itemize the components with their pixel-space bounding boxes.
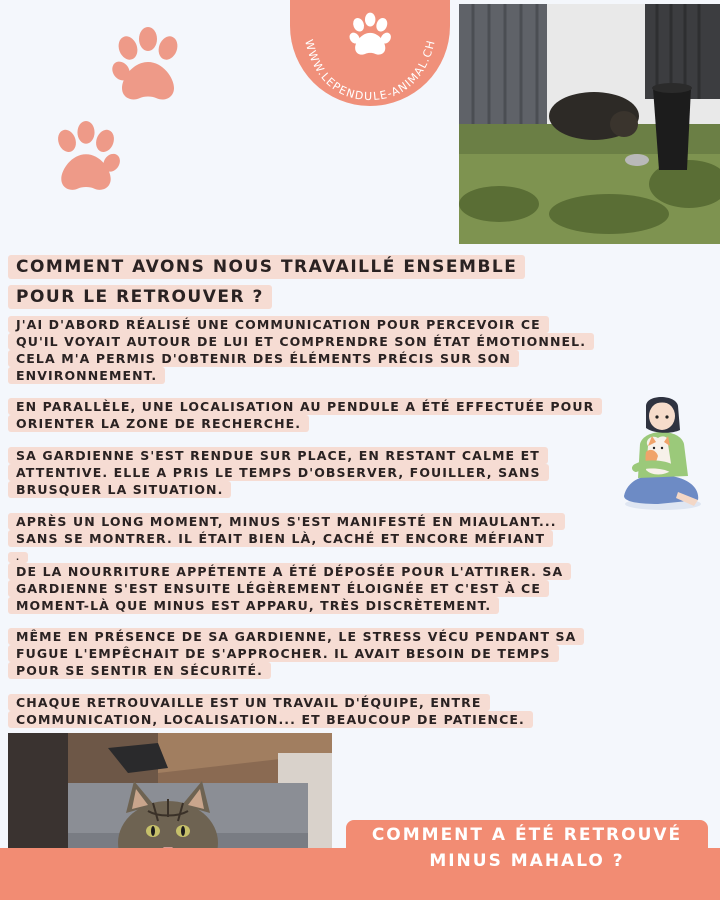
paragraph-line: . (8, 552, 28, 563)
heading-line: POUR LE RETROUVER ? (8, 285, 272, 309)
paragraph-line: ORIENTER LA ZONE DE RECHERCHE. (8, 415, 309, 432)
paragraph-line: ATTENTIVE. ELLE A PRIS LE TEMPS D'OBSERVER, FOUILLER, SANS (8, 464, 549, 481)
section-heading (8, 252, 525, 312)
girl-with-cat-illustration (618, 392, 708, 514)
paragraph-line: COMMUNICATION, LOCALISATION... ET BEAUCOUP DE PATIENCE. (8, 711, 533, 728)
website-badge[interactable] (290, 0, 450, 106)
paragraph (8, 398, 608, 432)
paragraph-line: DE LA NOURRITURE APPÉTENTE A ÉTÉ DÉPOSÉE POUR L'ATTIRER. SA (8, 563, 571, 580)
website-url[interactable]: WWW.LEPENDULE-ANIMAL.CH (302, 38, 438, 104)
paragraph (8, 563, 608, 614)
cta-line: COMMENT A ÉTÉ RETROUVÉ (371, 825, 683, 845)
paragraph (8, 316, 608, 384)
paragraph-line: GARDIENNE S'EST ENSUITE LÉGÈREMENT ÉLOIGNÉE ET C'EST À CE (8, 580, 549, 597)
paragraph (8, 513, 608, 564)
paragraph-line: CELA M'A PERMIS D'OBTENIR DES ÉLÉMENTS PRÉCIS SUR SON (8, 350, 519, 367)
paragraph-line: SA GARDIENNE S'EST RENDUE SUR PLACE, EN RESTANT CALME ET (8, 447, 548, 464)
cta-button[interactable] (346, 820, 708, 900)
paragraph (8, 694, 608, 728)
paragraph (8, 628, 608, 679)
paragraph-line: MOMENT-LÀ QUE MINUS EST APPARU, TRÈS DISCRÈTEMENT. (8, 597, 499, 614)
paragraph-line: POUR SE SENTIR EN SÉCURITÉ. (8, 662, 271, 679)
heading-line: COMMENT AVONS NOUS TRAVAILLÉ ENSEMBLE (8, 255, 525, 279)
paragraph-line: MÊME EN PRÉSENCE DE SA GARDIENNE, LE STRESS VÉCU PENDANT SA (8, 628, 584, 645)
paragraph-line: SANS SE MONTRER. IL ÉTAIT BIEN LÀ, CACHÉ ET ENCORE MÉFIANT (8, 530, 553, 547)
paragraph-line: FUGUE L'EMPÊCHAIT DE S'APPROCHER. IL AVAIT BESOIN DE TEMPS (8, 645, 559, 662)
paw-icon (347, 13, 393, 55)
paragraph-line: BRUSQUER LA SITUATION. (8, 481, 231, 498)
paragraph-line: QU'IL VOYAIT AUTOUR DE LUI ET COMPRENDRE SON ÉTAT ÉMOTIONNEL. (8, 333, 594, 350)
photo-cat-garden (459, 4, 720, 244)
paragraph-line: EN PARALLÈLE, UNE LOCALISATION AU PENDULE A ÉTÉ EFFECTUÉE POUR (8, 398, 602, 415)
paragraph-line: APRÈS UN LONG MOMENT, MINUS S'EST MANIFESTÉ EN MIAULANT... (8, 513, 565, 530)
paragraph (8, 447, 608, 498)
paragraph-line: J'AI D'ABORD RÉALISÉ UNE COMMUNICATION POUR PERCEVOIR CE (8, 316, 549, 333)
paragraph-line: CHAQUE RETROUVAILLE EST UN TRAVAIL D'ÉQUIPE, ENTRE (8, 694, 490, 711)
paragraph-line: ENVIRONNEMENT. (8, 367, 165, 384)
paw-icon (108, 26, 188, 106)
paw-icon (48, 118, 124, 198)
cta-line: MINUS MAHALO ? (429, 851, 625, 871)
